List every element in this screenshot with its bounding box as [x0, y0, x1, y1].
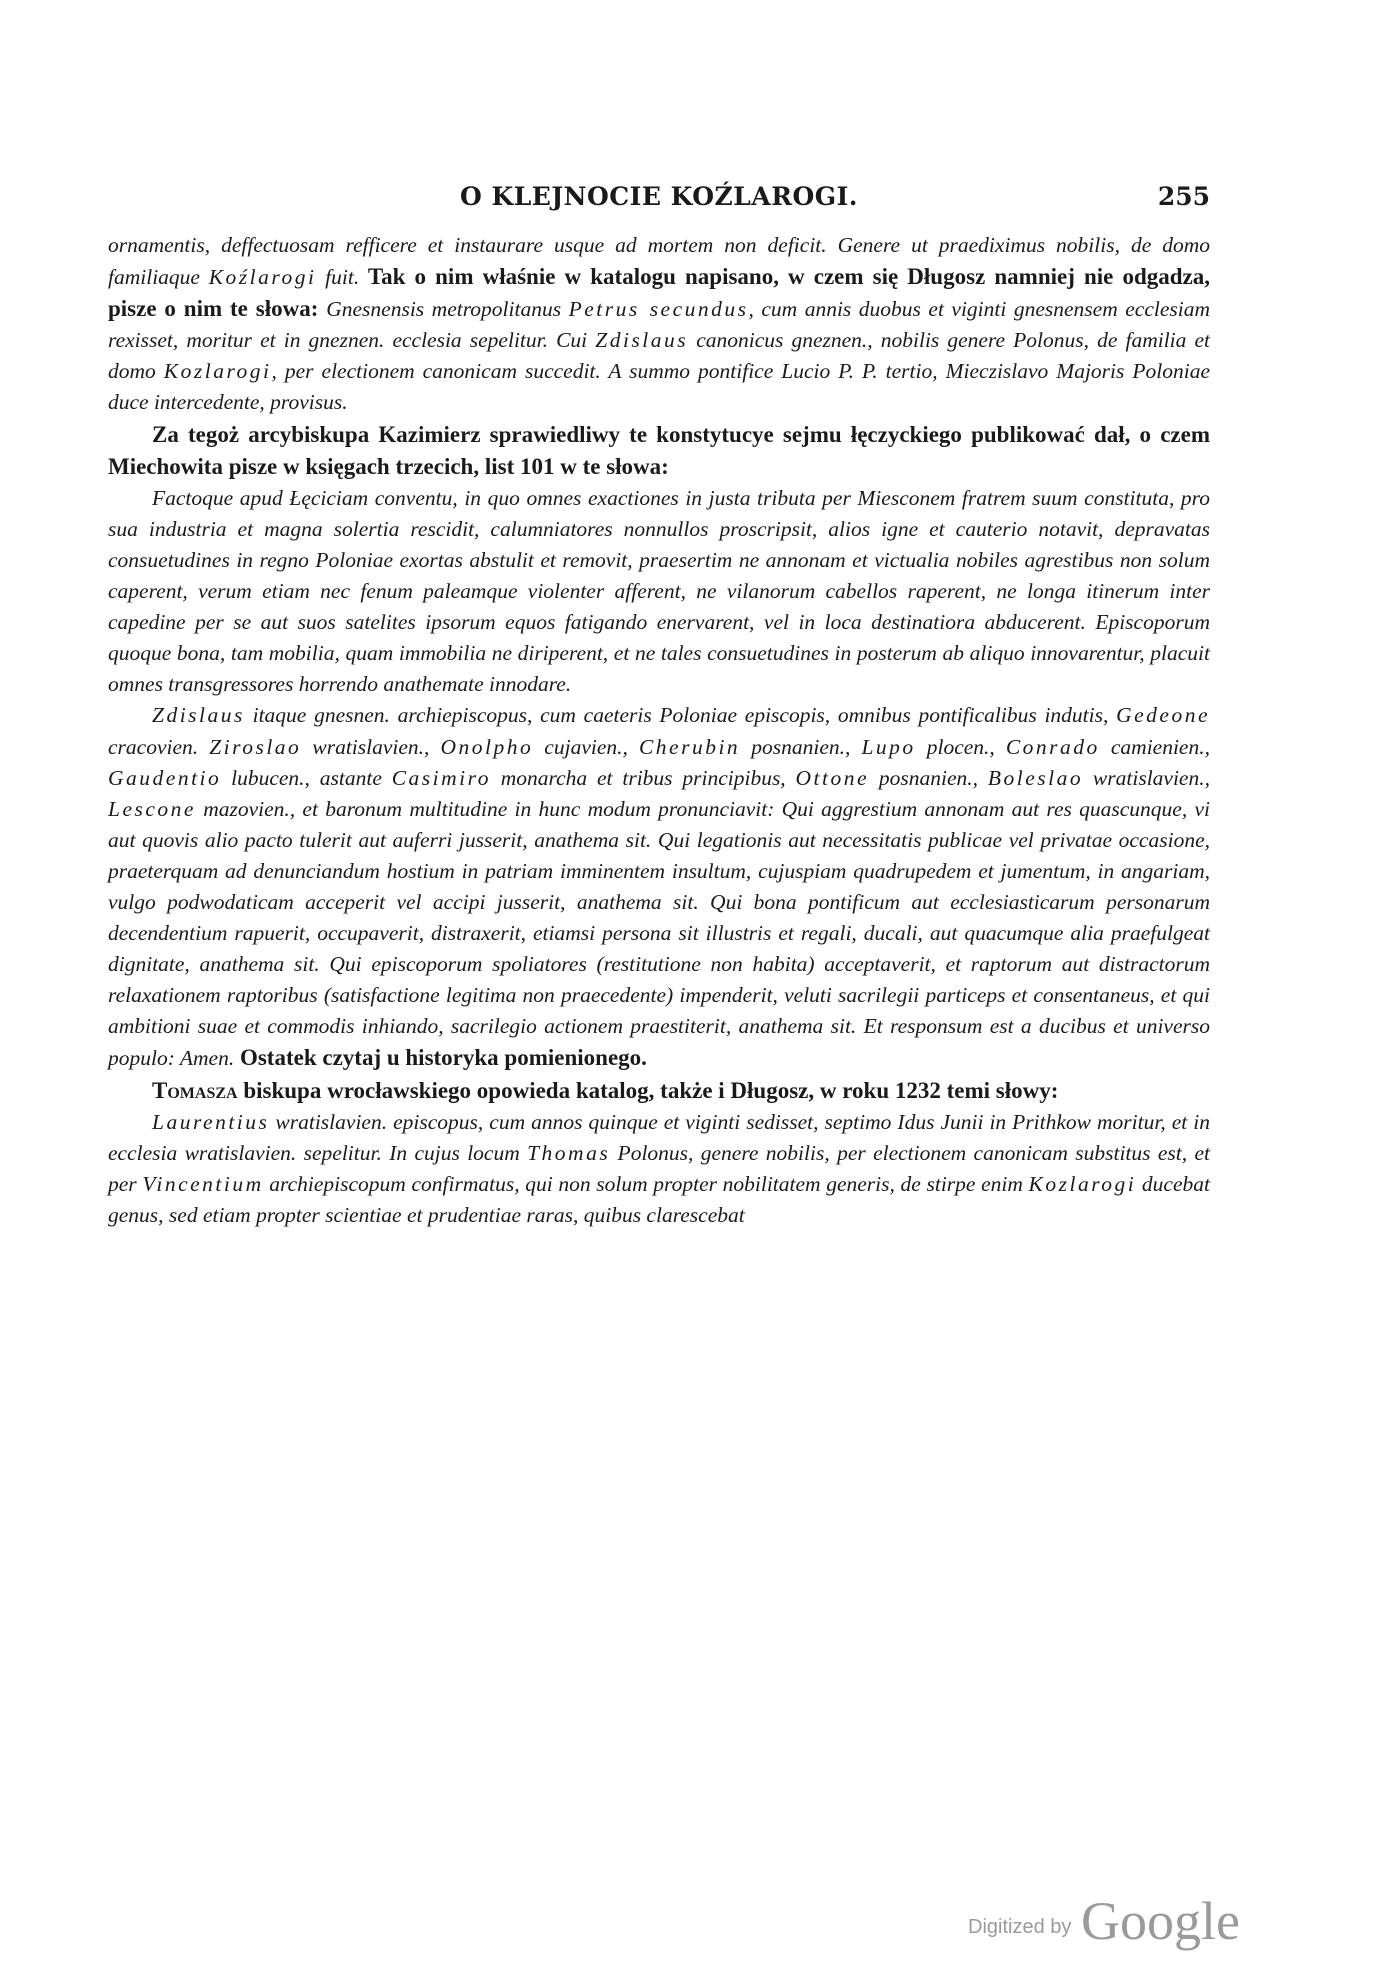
text-run: Koźlarogi — [208, 265, 317, 290]
text-run: Ostatek czytaj u historyka pomienionego. — [234, 1045, 647, 1071]
text-run: Kozlarogi — [163, 359, 272, 384]
text-run: archiepiscopum confirmatus, qui non solum propter nobilitatem generis, de stirpe enim — [263, 1171, 1029, 1196]
text-run: Cherubin — [638, 734, 741, 759]
text-run: fuit. — [316, 265, 360, 290]
page-body — [108, 230, 1210, 1231]
text-run: Zdislaus — [595, 328, 689, 353]
text-run: Za tegoż arcybiskupa Kazimierz sprawiedliwy te konstytucye sejmu łęczyckiego publikować dał, o czem Miechowita pisze w księgach trzecich, list 101 w te słowa: — [108, 421, 1210, 479]
text-run: Kozlarogi — [1028, 1171, 1137, 1196]
text-run: , per electionem canonicam succedit. A summo pontifice Lucio P. P. tertio, Mieczislavo Majoris Poloniae duce intercedente, provisus. — [108, 359, 1211, 415]
text-run: itaque gnesnen. archiepiscopus, cum caeteris Poloniae episcopis, omnibus pontificalibus indutis, — [244, 703, 1117, 728]
text-run: posnanien., — [869, 765, 988, 790]
text-run: Gnesnensis metropolitanus — [326, 297, 569, 322]
text-run: Lescone — [108, 796, 196, 821]
text-run: cracovien. — [108, 734, 210, 759]
text-run: Vincentium — [142, 1171, 264, 1196]
text-run: Ziroslao — [209, 734, 302, 759]
google-watermark — [968, 1890, 1268, 1950]
text-run: canonicus gneznen., nobilis genere Polonus, de familia et domo — [108, 328, 1210, 384]
text-run: biskupa wrocławskiego opowieda katalog, także i Długosz, w roku 1232 temi słowy: — [237, 1077, 1059, 1103]
paragraph-5 — [108, 1075, 1210, 1107]
paragraph-1 — [108, 230, 1210, 419]
text-run: ornamentis, deffectuosam refficere et instaurare usque ad mortem non deficit. Genere ut praediximus nobilis, de domo familiaque — [108, 233, 1210, 290]
text-run: Onolpho — [440, 734, 534, 759]
text-run: mazovien., et baronum multitudine in hunc modum pronunciavit: Qui aggrestium annonam aut res quascunque, vi aut quovis alio pacto tulerit aut auferri jusserit, anathema sit. Qui legationis aut necessitatis publicae vel privatae occasione, praeterquam ad denunciandum hostium in patriam imminentem insultum, cujuspiam quadrupedem et jumentum, in angariam, vulgo podwodaticam acceperit vel accipi jusserit, anathema sit. Qui bona pontificum aut ecclesiasticarum personarum decendentium rapuerit, occupaverit, distraxerit, etiamsi persona sit illustris et regali, ducali, aut quacumque alia praefulgeat dignitate, anathema sit. Qui episcoporum spoliatores (restitutione non habita) acceptaverit, et raptorum aut distractorum relaxationem raptoribus (satisfactione legitima non praecedente) impenderit, veluti sacrilegii particeps et consentaneus, et qui ambitioni suae et commodis inhiando, sacrilegio actionem praestiterit, anathema sit. Et responsum est a ducibus et universo populo: Amen. — [108, 796, 1210, 1071]
page-number: 255 — [1157, 182, 1210, 211]
text-run: Casimiro — [391, 765, 491, 790]
paragraph-6-quote — [108, 1107, 1210, 1231]
text-run: cujavien., — [533, 734, 639, 759]
text-run: monarcha et tribus principibus, — [490, 765, 796, 790]
text-run: wratislavien., — [301, 734, 441, 759]
running-title: O KLEJNOCIE KOŹLAROGI. — [459, 182, 858, 211]
digitized-label: Digitized by — [968, 1916, 1072, 1938]
text-run: Thomas — [527, 1140, 611, 1165]
text-run: wratislavien. episcopus, cum annos quinque et viginti sedisset, septimo Idus Junii in Prithkow moritur, et in ecclesia wratislavien. sepelitur. In cujus locum — [108, 1109, 1210, 1165]
text-run: Lupo — [861, 734, 916, 759]
text-run: Boleslao — [987, 765, 1084, 790]
text-run: camienien., — [1099, 734, 1210, 759]
page-header — [108, 182, 1210, 222]
text-run: Ottone — [795, 765, 870, 790]
text-run: wratislavien., — [1083, 765, 1210, 790]
paragraph-2 — [108, 419, 1210, 483]
text-run: Factoque apud Łęciciam conventu, in quo omnes exactiones in justa tributa per Miesconem fratrem suum constituta, pro sua industria et magna solertia rescidit, calumniatores nonnullos proscripsit, alios igne et cauterio notavit, depravatas consuetudines in regno Poloniae exortas abstulit et removit, praesertim ne annonam et victualia nobiles agrestibus non solum caperent, verum etiam nec fenum paleamque violenter afferent, ne vilanorum cabellos raperent, ne longa itinerum inter capedine per se aut suos satelites ipsorum equos fatigando enervarent, vel in loca destinatiora abducerent. Episcoporum quoque bona, tam mobilia, quam immobilia ne diriperent, et ne tales consuetudines in posterum ab aliquo innovarentur, placuit omnes transgressores horrendo anathemate innodare. — [108, 485, 1210, 697]
text-run: Tomasza — [152, 1077, 238, 1103]
text-run: Zdislaus — [152, 703, 245, 728]
text-run: Gedeone — [1116, 703, 1210, 728]
text-run: Petrus secundus — [568, 297, 749, 322]
text-run: lubucen., astante — [221, 765, 392, 790]
text-run: Conrado — [1005, 734, 1100, 759]
text-run: Gaudentio — [108, 765, 222, 790]
text-run: ducebat genus, sed etiam propter scientiae et prudentiae raras, quibus clarescebat — [108, 1171, 1210, 1227]
text-run: , cum annis duobus et viginti gnesnensem ecclesiam rexisset, moritur et in gneznen. ecclesia sepelitur. Cui — [108, 297, 1210, 353]
text-run: Polonus, genere nobilis, per electionem canonicam substitus est, et per — [108, 1140, 1210, 1196]
google-logo: Google — [1081, 1891, 1240, 1951]
paragraph-4-quote — [108, 700, 1210, 1074]
text-run: plocen., — [915, 734, 1006, 759]
text-run: Tak o nim właśnie w katalogu napisano, w czem się Długosz namniej nie odgadza, pisze o nim te słowa: — [108, 264, 1211, 322]
paragraph-3-quote — [108, 483, 1210, 701]
text-run: Laurentius — [152, 1109, 270, 1134]
text-run: posnanien., — [740, 734, 862, 759]
